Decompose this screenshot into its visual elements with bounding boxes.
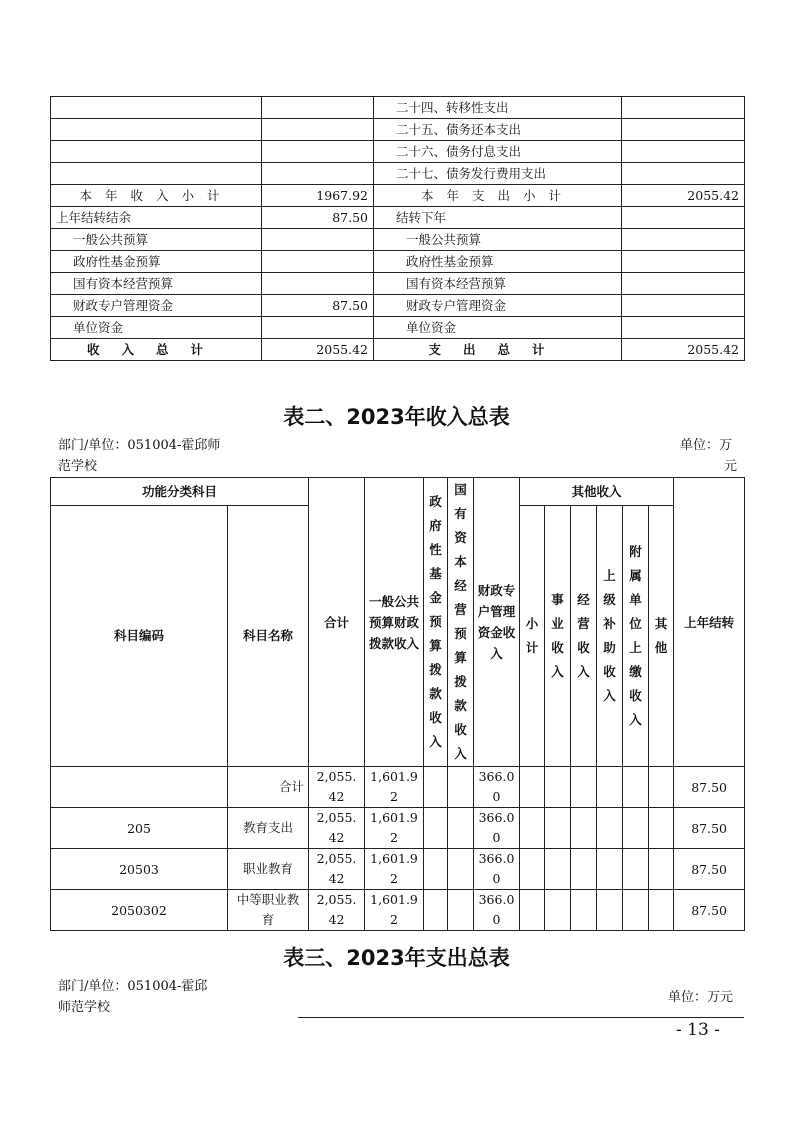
code-header: 科目编码 — [51, 505, 228, 766]
carryover-cell: 87.50 — [674, 849, 745, 890]
department-label: 部门/单位：051004-霍邱 — [58, 979, 208, 994]
unit-label: 单位：万 — [680, 438, 733, 453]
expense-value — [622, 295, 745, 317]
code-cell: 205 — [51, 808, 228, 849]
income-summary-title: 表二、2023年收入总表 — [283, 405, 510, 429]
state-capital-cell — [448, 890, 474, 931]
income-item: 上年结转结余 — [51, 207, 262, 229]
table-row — [51, 295, 745, 317]
function-category-header: 功能分类科目 — [51, 478, 309, 506]
expense-subtotal-value: 2055.42 — [622, 185, 745, 207]
income-item: 政府性基金预算 — [51, 251, 262, 273]
grand-total-row — [51, 339, 745, 361]
gov-fund-cell — [424, 849, 448, 890]
code-cell: 2050302 — [51, 890, 228, 931]
expense-summary-title: 表三、2023年支出总表 — [283, 946, 510, 970]
others-cell — [649, 890, 674, 931]
table-row — [51, 141, 745, 163]
income-value: 87.50 — [262, 207, 374, 229]
others-cell — [649, 767, 674, 808]
special-account-header: 财政专户管理资金收入 — [474, 478, 520, 767]
carryover-cell: 87.50 — [674, 890, 745, 931]
table-row — [51, 273, 745, 295]
total-header: 合计 — [309, 478, 365, 767]
general-cell: 1,601.92 — [365, 767, 424, 808]
expense-item: 国有资本经营预算 — [374, 273, 622, 295]
total-cell: 2,055.42 — [309, 767, 365, 808]
special-cell: 366.00 — [474, 849, 520, 890]
expense-subtotal-label: 本年支出小计 — [374, 185, 622, 207]
department-label-cont: 范学校 — [58, 459, 98, 474]
revenue-expense-summary-table — [50, 96, 745, 361]
expense-item: 单位资金 — [374, 317, 622, 339]
operating-income-header: 经营收入 — [571, 505, 597, 766]
income-value — [262, 229, 374, 251]
expense-value — [622, 273, 745, 295]
table-row — [51, 890, 745, 931]
name-cell: 职业教育 — [228, 849, 309, 890]
superior-cell — [597, 890, 623, 931]
state-capital-header: 国有资本经营预算拨款收入 — [448, 478, 474, 767]
expense-item: 财政专户管理资金 — [374, 295, 622, 317]
unit-label-cont: 元 — [724, 459, 738, 474]
expense-item: 二十六、债务付息支出 — [374, 141, 622, 163]
carryover-cell: 87.50 — [674, 808, 745, 849]
income-total-label: 收入总计 — [51, 339, 262, 361]
carryover-cell: 87.50 — [674, 767, 745, 808]
affiliated-cell — [623, 890, 649, 931]
others-cell — [649, 808, 674, 849]
general-cell: 1,601.92 — [365, 808, 424, 849]
table-row — [51, 207, 745, 229]
income-item: 一般公共预算 — [51, 229, 262, 251]
subtotal-cell — [520, 849, 545, 890]
total-cell: 2,055.42 — [309, 890, 365, 931]
operating-cell — [571, 849, 597, 890]
subtotal-cell — [520, 767, 545, 808]
name-cell: 中等职业教育 — [228, 890, 309, 931]
expense-value — [622, 119, 745, 141]
operating-cell — [571, 890, 597, 931]
code-cell: 20503 — [51, 849, 228, 890]
name-cell: 教育支出 — [228, 808, 309, 849]
unit-label: 单位：万元 — [668, 990, 734, 1005]
expense-value — [622, 317, 745, 339]
income-item: 国有资本经营预算 — [51, 273, 262, 295]
others-header: 其他 — [649, 505, 674, 766]
operating-cell — [571, 808, 597, 849]
income-subtotal-value: 1967.92 — [262, 185, 374, 207]
general-cell: 1,601.92 — [365, 849, 424, 890]
superior-subsidy-header: 上级补助收入 — [597, 505, 623, 766]
gov-fund-cell — [424, 890, 448, 931]
expense-item: 一般公共预算 — [374, 229, 622, 251]
expense-value — [622, 229, 745, 251]
table-row — [51, 229, 745, 251]
state-capital-cell — [448, 767, 474, 808]
business-cell — [545, 849, 571, 890]
expense-value — [622, 251, 745, 273]
income-summary-table — [50, 477, 745, 931]
business-cell — [545, 808, 571, 849]
total-cell: 2,055.42 — [309, 849, 365, 890]
footer-divider — [298, 1017, 744, 1018]
table-row — [51, 163, 745, 185]
other-income-header: 其他收入 — [520, 478, 674, 506]
subtotal-header: 小计 — [520, 505, 545, 766]
income-value — [262, 119, 374, 141]
name-header: 科目名称 — [228, 505, 309, 766]
income-item — [51, 163, 262, 185]
carryover-header: 上年结转 — [674, 478, 745, 767]
expense-item: 政府性基金预算 — [374, 251, 622, 273]
table-row — [51, 849, 745, 890]
income-item — [51, 141, 262, 163]
department-label: 部门/单位：051004-霍邱师 — [58, 438, 221, 453]
income-item: 财政专户管理资金 — [51, 295, 262, 317]
business-cell — [545, 890, 571, 931]
code-cell — [51, 767, 228, 808]
general-budget-header: 一般公共预算财政拨款收入 — [365, 478, 424, 767]
department-label-cont: 师范学校 — [58, 1000, 111, 1015]
affiliated-cell — [623, 808, 649, 849]
superior-cell — [597, 849, 623, 890]
income-value — [262, 251, 374, 273]
operating-cell — [571, 767, 597, 808]
header-row — [51, 478, 745, 506]
superior-cell — [597, 767, 623, 808]
expense-value — [622, 141, 745, 163]
expense-total-value: 2055.42 — [622, 339, 745, 361]
income-item — [51, 97, 262, 119]
affiliated-unit-header: 附属单位上缴收入 — [623, 505, 649, 766]
income-item — [51, 119, 262, 141]
name-cell: 合计 — [228, 767, 309, 808]
income-value — [262, 163, 374, 185]
table-row — [51, 97, 745, 119]
table-row — [51, 808, 745, 849]
expense-value — [622, 207, 745, 229]
expense-value — [622, 97, 745, 119]
gov-fund-cell — [424, 808, 448, 849]
total-cell: 2,055.42 — [309, 808, 365, 849]
special-cell: 366.00 — [474, 890, 520, 931]
expense-item: 结转下年 — [374, 207, 622, 229]
income-item: 单位资金 — [51, 317, 262, 339]
income-value — [262, 317, 374, 339]
table-row — [51, 119, 745, 141]
income-value — [262, 141, 374, 163]
affiliated-cell — [623, 849, 649, 890]
superior-cell — [597, 808, 623, 849]
others-cell — [649, 849, 674, 890]
special-cell: 366.00 — [474, 767, 520, 808]
page-number: - 13 - — [676, 1020, 720, 1040]
income-value — [262, 97, 374, 119]
state-capital-cell — [448, 849, 474, 890]
expense-value — [622, 163, 745, 185]
business-income-header: 事业收入 — [545, 505, 571, 766]
general-cell: 1,601.92 — [365, 890, 424, 931]
expense-item: 二十五、债务还本支出 — [374, 119, 622, 141]
business-cell — [545, 767, 571, 808]
income-value — [262, 273, 374, 295]
subtotal-row — [51, 185, 745, 207]
income-total-value: 2055.42 — [262, 339, 374, 361]
income-value: 87.50 — [262, 295, 374, 317]
state-capital-cell — [448, 808, 474, 849]
expense-item: 二十七、债务发行费用支出 — [374, 163, 622, 185]
subtotal-cell — [520, 890, 545, 931]
gov-fund-cell — [424, 767, 448, 808]
gov-fund-header: 政府性基金预算拨款收入 — [424, 478, 448, 767]
expense-item: 二十四、转移性支出 — [374, 97, 622, 119]
subtotal-cell — [520, 808, 545, 849]
income-subtotal-label: 本年收入小计 — [51, 185, 262, 207]
special-cell: 366.00 — [474, 808, 520, 849]
table-row — [51, 251, 745, 273]
expense-total-label: 支出总计 — [374, 339, 622, 361]
affiliated-cell — [623, 767, 649, 808]
table-row — [51, 317, 745, 339]
table-row — [51, 767, 745, 808]
